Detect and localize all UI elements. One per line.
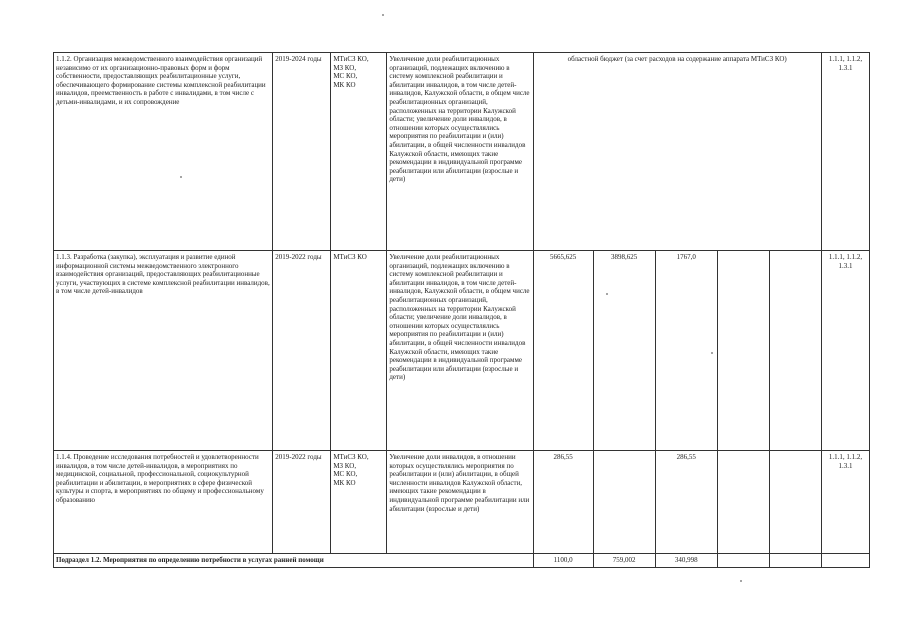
year-2019-amount-cell: 3898,625 [593,251,655,451]
executor-cell: МТиСЗ КО, МЗ КО, МС КО, МК КО [331,451,387,554]
scan-speck [711,352,713,354]
period-cell: 2019-2024 годы [273,53,331,251]
funding-note-cell: областной бюджет (за счет расходов на содержание аппарата МТиСЗ КО) [533,53,821,251]
subsection-year-2020-cell: 340,998 [655,554,717,568]
measure-name-cell: 1.1.3. Разработка (закупка), эксплуатация и развитие единой информационной системы межведомственного электронного взаимодействия организаций, предоставляющих реабилитационные услуги, участвующих в системе комплексной реабилитации инвалидов, в том числе детей-инвалидов [54,251,273,451]
table-row [54,53,870,251]
scan-speck [382,14,384,16]
table-row [54,451,870,554]
measure-name-cell: 1.1.2. Организация межведомственного взаимодействия организаций независимо от их организационно-правовых форм и форм собственности, предоставляющих реабилитационные услуги, обеспечивающего формирование системы комплексной реабилитации инвалидов, преемственность в работе с инвалидами, в том числе с детьми-инвалидами, и их сопровождение [54,53,273,251]
executor-cell: МТиСЗ КО [331,251,387,451]
subsection-total-cell: 1100,0 [533,554,593,568]
result-cell: Увеличение доли инвалидов, в отношении которых осуществлялись мероприятия по реабилитации и (или) абилитации, в общей численности инвалидов Калужской области, имеющих такие рекомендации в индивидуальной программе реабилитации или абилитации (взрослые и дети) [387,451,533,554]
subsection-codes-cell [821,554,869,568]
result-cell: Увеличение доли реабилитационных организаций, подлежащих включению в систему комплексной реабилитации и абилитации инвалидов, в том числе детей-инвалидов, Калужской области, в общем числе реабилитационных организаций, расположенных на территории Калужской области; увеличение доли инвалидов, в отношении которых осуществлялись мероприятия по реабилитации и (или) абилитации, в общей численности инвалидов Калужской области, имеющих такие рекомендации в индивидуальной программе реабилитации или абилитации (взрослые и дети) [387,251,533,451]
total-amount-cell: 5665,625 [533,251,593,451]
subsection-year-2022-cell [769,554,821,568]
total-amount-cell: 286,55 [533,451,593,554]
scan-speck [740,580,742,582]
period-cell: 2019-2022 годы [273,251,331,451]
codes-cell: 1.1.1, 1.1.2, 1.3.1 [821,251,869,451]
subsection-title-cell: Подраздел 1.2. Мероприятия по определению потребности в услугах ранней помощи [54,554,534,568]
year-2020-amount-cell: 1767,0 [655,251,717,451]
subsection-year-2019-cell: 759,002 [593,554,655,568]
codes-cell: 1.1.1, 1.1.2, 1.3.1 [821,451,869,554]
period-cell: 2019-2022 годы [273,451,331,554]
year-2019-amount-cell [593,451,655,554]
scan-speck [180,176,182,178]
table-row [54,251,870,451]
subsection-year-2021-cell [717,554,769,568]
year-2021-amount-cell [717,451,769,554]
measure-name-cell: 1.1.4. Проведение исследования потребностей и удовлетворенности инвалидов, в том числе детей-инвалидов, в мероприятиях по медицинской, социальной, профессиональной, социокультурной реабилитации и абилитации, в мероприятиях в сфере физической культуры и спорта, в мероприятиях по общему и профессиональному образованию [54,451,273,554]
year-2020-amount-cell: 286,55 [655,451,717,554]
result-cell: Увеличение доли реабилитационных организаций, подлежащих включению в систему комплексной реабилитации и абилитации инвалидов, в том числе детей-инвалидов, Калужской области, в общем числе реабилитационных организаций, расположенных на территории Калужской области; увеличение доли инвалидов, в отношении которых осуществлялись мероприятия по реабилитации и (или) абилитации, в общей численности инвалидов Калужской области, имеющих такие рекомендации в индивидуальной программе реабилитации или абилитации (взрослые и дети) [387,53,533,251]
program-measures-table [53,52,870,568]
subsection-row [54,554,870,568]
codes-cell: 1.1.1, 1.1.2, 1.3.1 [821,53,869,251]
scan-speck [606,293,608,295]
year-2021-amount-cell [717,251,769,451]
executor-cell: МТиСЗ КО, МЗ КО, МС КО, МК КО [331,53,387,251]
year-2022-amount-cell [769,251,821,451]
year-2022-amount-cell [769,451,821,554]
